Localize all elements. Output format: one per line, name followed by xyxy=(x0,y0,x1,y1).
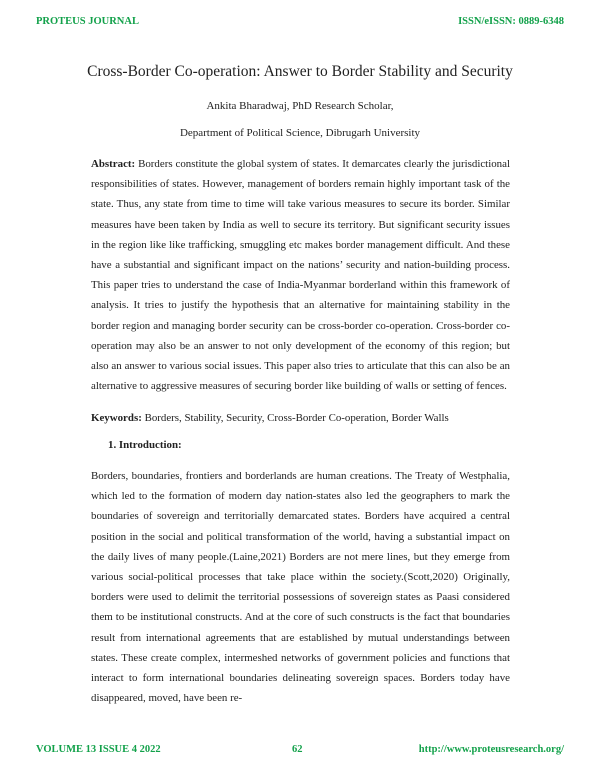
introduction-paragraph: Borders, boundaries, frontiers and borderlands are human creations. The Treaty of Westphalia, which led to the formation of modern day nation-states also led the geographers to mark the boundaries of sovereign and territorially demarcated states. Borders have acquired a central position in the social and political transformation of the world, having a substantial impact on the daily lives of many people.(Laine,2021) Borders are not mere lines, but they emerge from various social-political processes that take place within the society.(Scott,2020) Originally, borders were used to delimit the territorial possessions of sovereign states as Paasi considered them to be institutional constructs. And at the core of such constructs is the fact that boundaries result from international agreements that are established by mutual understandings between states. These create complex, intermeshed networks of government policies and functions that interact to form international boundaries delineating sovereign spaces. Borders today have disappeared, moved, have been re- xyxy=(91,470,510,705)
volume-issue: VOLUME 13 ISSUE 4 2022 xyxy=(36,744,161,755)
keywords-text: Borders, Stability, Security, Cross-Border Co-operation, Border Walls xyxy=(144,412,449,424)
issn: ISSN/eISSN: 0889-6348 xyxy=(458,16,564,27)
section-heading-introduction: 1. Introduction: xyxy=(108,439,182,451)
keywords xyxy=(91,412,510,424)
abstract-label: Abstract: xyxy=(91,158,136,170)
journal-url[interactable]: http://www.proteusresearch.org/ xyxy=(418,744,564,755)
abstract xyxy=(91,154,510,396)
department-line: Department of Political Science, Dibrugarh University xyxy=(179,127,421,139)
author-line: Ankita Bharadwaj, PhD Research Scholar, xyxy=(206,100,394,112)
journal-name: PROTEUS JOURNAL xyxy=(36,16,139,27)
page-number: 62 xyxy=(292,744,303,755)
paper-title: Cross-Border Co-operation: Answer to Border Stability and Security xyxy=(87,63,513,80)
keywords-label: Keywords: xyxy=(91,412,142,424)
abstract-text: Borders constitute the global system of states. It demarcates clearly the jurisdictional responsibilities of states. However, management of borders remain highly important task of the state. Thus, any state from time to time will take various measures to secure its border. Similar measures have been taken by India as well to secure its territory. But significant security issues in the region like like trafficking, smuggling etc makes border management difficult. And these have a substantial and significant impact on the nations’ security and nation-building process. This paper tries to understand the case of India-Myanmar borderland within this framework of analysis. It tries to justify the hypothesis that an alternative for maintaining stability in the border region and managing border security can be cross-border co-operation. Cross-border co-operation may also be an answer to not only development of the economy of this region; but also an answer to various social issues. This paper also tries to articulate that this can also be an alternative to aggressive measures of securing border like building of walls or setting of fences. xyxy=(91,158,510,393)
